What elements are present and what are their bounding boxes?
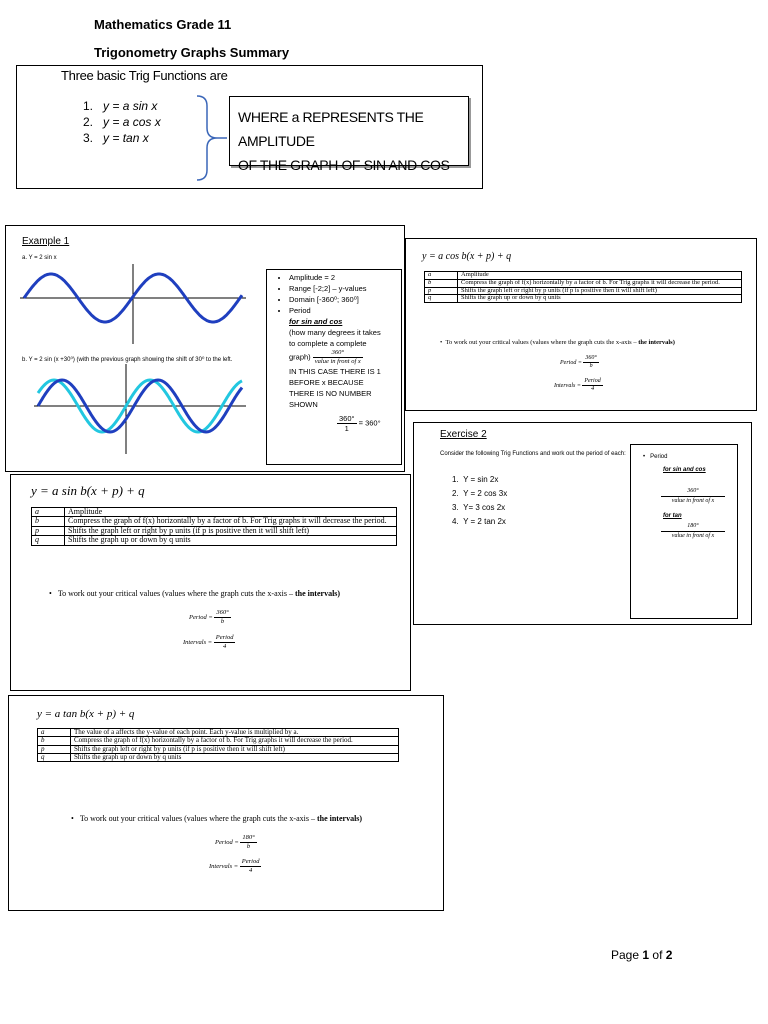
note-range: • Range [-2;2] – y-values [289, 283, 399, 294]
formula-label: Intervals = [183, 638, 213, 646]
sin-period-formula [189, 609, 231, 626]
fraction-numerator: 180° [661, 522, 725, 532]
fraction-numerator: Period [215, 634, 234, 641]
item-expression: Y= 3 cos 2x [463, 503, 506, 512]
cos-intervals-formula [554, 378, 603, 393]
cos-bullet [440, 339, 675, 346]
param-symbol: b [38, 737, 71, 745]
param-symbol: p [425, 287, 458, 295]
exercise2-period-box [630, 444, 738, 619]
param-description: Amplitude [65, 508, 397, 517]
note-text: to complete a complete [289, 339, 367, 348]
graph-2sinx [20, 264, 246, 344]
fraction-numerator: 360° [313, 349, 363, 358]
param-symbol: p [32, 526, 65, 535]
cos-period-formula [560, 355, 599, 370]
intro-list [83, 98, 161, 146]
bullet-text: To work out your critical values (values where the graph cuts the x-axis – [445, 339, 637, 346]
amplitude-note [229, 96, 469, 173]
table-row [425, 295, 742, 303]
formula-label: Period = [215, 838, 239, 846]
intro-box [16, 65, 483, 189]
fraction-numerator: 360° [585, 355, 597, 361]
fraction-denominator: b [246, 843, 251, 850]
sin-box [10, 474, 411, 691]
formula-label: Period = [189, 613, 213, 621]
formula-label: Intervals = [209, 862, 239, 870]
bullet-bold-text: the intervals) [294, 589, 341, 598]
table-row [32, 536, 397, 545]
example1-a-label: a. Y = 2 sin x [22, 255, 57, 261]
item-expression: Y = sin 2x [463, 475, 499, 484]
formula-label: Period = [560, 359, 582, 366]
intro-item [83, 114, 161, 130]
fraction-numerator: Period [584, 378, 601, 384]
item-number: 3. [83, 131, 94, 145]
bullet-text: To work out your critical values (values where the graph cuts the x-axis – [79, 814, 315, 823]
side-for-tan: for tan [663, 513, 682, 519]
tan-equation: y = a tan b(x + p) + q [37, 708, 135, 720]
item-number: 1. [452, 475, 459, 484]
calc-result: = 360° [358, 418, 381, 428]
param-description: Shifts the graph up or down by q units [71, 754, 399, 762]
item-number: 2. [452, 489, 459, 498]
example1-box [5, 225, 405, 472]
note-text: BEFORE x BECAUSE [289, 378, 364, 387]
param-symbol: b [425, 279, 458, 287]
right-brace-icon [193, 94, 227, 184]
tan-period-formula [215, 834, 257, 851]
item-number: 2. [83, 115, 94, 129]
param-symbol: p [38, 745, 71, 753]
exercise-item [452, 473, 507, 487]
fraction-numerator: 360° [216, 609, 229, 616]
table-row [425, 279, 742, 287]
param-description: Compress the graph of f(x) horizontally by a factor of b. For Trig graphs it will decrease the period. [458, 279, 742, 287]
fraction-denominator: 1 [344, 424, 349, 433]
tan-box [8, 695, 444, 911]
param-description: Amplitude [458, 272, 742, 280]
period-fraction [313, 349, 363, 366]
intro-item [83, 98, 161, 114]
exercise-item [452, 515, 507, 529]
fraction-numerator: 360° [339, 414, 355, 423]
cos-equation: y = a cos b(x + p) + q [422, 251, 512, 262]
note-line: WHERE a REPRESENTS THE AMPLITUDE [238, 109, 424, 149]
page-prefix: Page [611, 948, 640, 962]
page-of: of [652, 948, 663, 962]
bullet-bold-text: the intervals) [316, 814, 363, 823]
note-text: (how many degrees it takes [289, 328, 381, 337]
cos-box [405, 238, 757, 411]
document-subtitle: Trigonometry Graphs Summary [94, 45, 290, 60]
item-number: 1. [83, 99, 94, 113]
bullet-icon: • [71, 814, 80, 823]
table-row [38, 737, 399, 745]
page-number [611, 948, 672, 962]
note-line: OF THE GRAPH OF SIN AND COS [238, 157, 450, 173]
bullet-bold-text: the intervals) [638, 339, 675, 346]
side-fraction-1 [661, 487, 725, 506]
cos-parameter-table [424, 271, 742, 303]
param-symbol: q [425, 295, 458, 303]
param-description: Shifts the graph up or down by q units [458, 295, 742, 303]
formula-fraction [582, 378, 602, 393]
param-description: Compress the graph of f(x) horizontally by a factor of b. For Trig graphs it will decrease the period. [71, 737, 399, 745]
side-for-sin-cos: for sin and cos [663, 467, 706, 473]
note-domain: • Domain [-360⁰; 360⁰] [289, 294, 399, 305]
param-symbol: a [32, 508, 65, 517]
param-symbol: a [425, 272, 458, 280]
formula-fraction [214, 634, 236, 651]
fraction-denominator: b [220, 618, 225, 625]
fraction-denominator: b [589, 363, 593, 369]
param-description: Shifts the graph up or down by q units [65, 536, 397, 545]
side-period [643, 453, 667, 462]
formula-fraction [240, 834, 256, 851]
note-for-sin-cos: for sin and cos [289, 317, 343, 326]
table-row [38, 754, 399, 762]
intro-item [83, 130, 161, 146]
param-symbol: q [38, 754, 71, 762]
note-text: IN THIS CASE THERE IS 1 [289, 367, 381, 376]
tan-bullet [71, 814, 362, 823]
side-fraction-2 [661, 522, 725, 541]
calc-fraction [337, 414, 357, 433]
fraction-denominator: 4 [248, 867, 253, 874]
item-number: 4. [452, 517, 459, 526]
exercise-item [452, 487, 507, 501]
sin-intervals-formula [183, 634, 235, 651]
fraction-denominator: 4 [222, 643, 227, 650]
note-text: THERE IS NO NUMBER [289, 389, 372, 398]
note-amplitude: • Amplitude = 2 [289, 272, 399, 283]
param-description: Shifts the graph left or right by p units (if p is positive then it will shift left) [71, 745, 399, 753]
fraction-denominator: value in front of x [314, 358, 361, 365]
item-expression: y = a cos x [103, 115, 161, 129]
sin-parameter-table [31, 507, 397, 546]
param-description: Shifts the graph left or right by p units (if p is positive then it will shift left) [458, 287, 742, 295]
param-description: Shifts the graph left or right by p units (if p is positive then it will shift left) [65, 526, 397, 535]
fraction-numerator: 360° [661, 487, 725, 497]
sin-bullet [49, 589, 340, 598]
example1-notes [266, 269, 402, 465]
item-expression: y = tan x [103, 131, 149, 145]
page-current: 1 [642, 948, 650, 962]
exercise2-title: Exercise 2 [440, 429, 487, 440]
note-text: SHOWN [289, 400, 318, 409]
fraction-numerator: 180° [242, 834, 255, 841]
exercise2-list [452, 473, 507, 529]
page-total: 2 [665, 948, 673, 962]
fraction-denominator: 4 [591, 386, 595, 392]
exercise2-box [413, 422, 752, 625]
bullet-text: To work out your critical values (values where the graph cuts the x-axis – [57, 589, 293, 598]
document-title: Mathematics Grade 11 [94, 17, 232, 32]
param-symbol: a [38, 729, 71, 737]
example1-title: Example 1 [22, 236, 70, 247]
example1-b-label: b. Y = 2 sin (x +30⁰) (with the previous graph showing the shift of 30⁰ to the left. [22, 357, 233, 363]
fraction-denominator: value in front of x [671, 498, 715, 504]
note-text: graph) [289, 352, 311, 362]
tan-parameter-table [37, 728, 399, 762]
bullet-icon: • [643, 454, 651, 460]
param-description: The value of a affects the y-value of each point. Each y-value is multiplied by a. [71, 729, 399, 737]
exercise2-instruction: Consider the following Trig Functions and work out the period of each: [440, 451, 626, 457]
formula-fraction [583, 355, 598, 370]
graph-shifted [34, 364, 246, 454]
formula-label: Intervals = [554, 382, 581, 389]
fraction-numerator: Period [241, 858, 260, 865]
intro-heading: Three basic Trig Functions are [61, 68, 228, 83]
exercise-item [452, 501, 507, 515]
table-row [32, 517, 397, 526]
item-expression: Y = 2 tan 2x [463, 517, 506, 526]
bullet-icon: • [440, 339, 446, 346]
param-symbol: q [32, 536, 65, 545]
formula-fraction [240, 858, 262, 875]
tan-intervals-formula [209, 858, 261, 875]
bullet-icon: • [49, 589, 58, 598]
item-expression: Y = 2 cos 3x [463, 489, 508, 498]
sin-equation: y = a sin b(x + p) + q [31, 483, 145, 498]
param-description: Compress the graph of f(x) horizontally by a factor of b. For Trig graphs it will decrease the period. [65, 517, 397, 526]
side-period-label: Period [650, 454, 668, 460]
item-number: 3. [452, 503, 459, 512]
fraction-denominator: value in front of x [671, 533, 715, 539]
note-period: • Period [289, 305, 399, 316]
param-symbol: b [32, 517, 65, 526]
formula-fraction [214, 609, 230, 626]
item-expression: y = a sin x [103, 99, 158, 113]
